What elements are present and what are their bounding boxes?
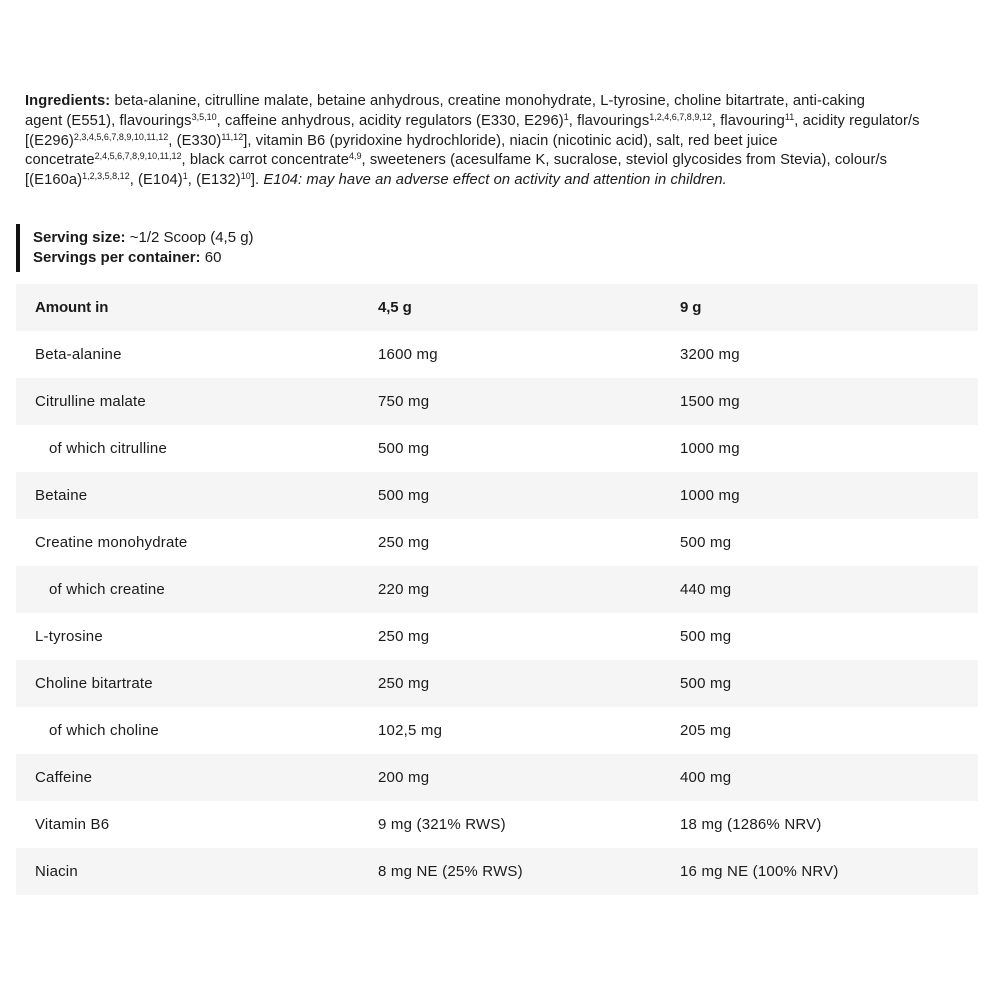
amount-per-double-serving: 16 mg NE (100% NRV)	[680, 863, 839, 880]
ingredients-segment-bold: Ingredients:	[25, 93, 111, 109]
serving-accent-bar	[16, 224, 20, 272]
ingredients-segment-n: , caffeine anhydrous, acidity regulators (E330, E296)	[216, 112, 564, 129]
ingredients-segment-sup: 1	[182, 171, 188, 182]
amount-per-serving: 250 mg	[378, 534, 430, 551]
ingredients-segment-n: , acidity regulator/s	[794, 112, 920, 129]
ingredients-segment-sup: 2,4,5,6,7,8,9,10,11,12	[94, 151, 182, 162]
ingredients-segment-sup: 10	[240, 171, 251, 182]
servings-per-container-label: Servings per container:	[33, 249, 201, 266]
header-amount-in: Amount in	[35, 299, 109, 316]
table-row	[16, 425, 978, 472]
amount-per-serving: 500 mg	[378, 440, 430, 457]
nutrient-name: Creatine monohydrate	[35, 534, 188, 551]
amount-per-double-serving: 18 mg (1286% NRV)	[680, 816, 822, 833]
serving-info	[33, 228, 254, 268]
ingredients-segment-sup: 11,12	[221, 131, 244, 142]
ingredients-segment-italic: E104: may have an adverse effect on activity and attention in children.	[263, 172, 727, 189]
table-row	[16, 660, 978, 707]
nutrient-name: Betaine	[35, 487, 88, 504]
amount-per-serving: 250 mg	[378, 628, 430, 645]
amount-per-double-serving: 500 mg	[680, 534, 732, 551]
amount-per-serving: 500 mg	[378, 487, 430, 504]
header-serving-amount: 4,5 g	[378, 299, 412, 316]
amount-per-double-serving: 1000 mg	[680, 487, 740, 504]
nutrient-name: Choline bitartrate	[35, 675, 153, 692]
table-row	[16, 566, 978, 613]
table-row	[16, 519, 978, 566]
table-row	[16, 801, 978, 848]
ingredients-segment-sup: 2,3,4,5,6,7,8,9,10,11,12	[73, 131, 169, 142]
header-double-amount: 9 g	[680, 299, 702, 316]
table-row	[16, 472, 978, 519]
ingredients-segment-n: beta-alanine, citrulline malate, betaine anhydrous, creatine monohydrate, L-tyrosine, choline bitartrate, anti-caking	[110, 93, 866, 109]
nutrient-name: of which creatine	[49, 581, 165, 598]
amount-per-double-serving: 440 mg	[680, 581, 732, 598]
serving-size-value: ~1/2 Scoop (4,5 g)	[125, 229, 254, 246]
ingredients-segment-n: , (E330)	[168, 132, 222, 149]
ingredients-segment-n: [(E296)	[25, 132, 74, 149]
ingredients-segment-n: , flavourings	[568, 112, 650, 129]
ingredients-segment-n: , flavouring	[711, 112, 785, 129]
amount-per-serving: 1600 mg	[378, 346, 438, 363]
nutrient-name: of which citrulline	[49, 440, 168, 457]
table-header-row	[16, 284, 978, 331]
ingredients-segment-n: , (E132)	[187, 172, 241, 189]
ingredients-segment-n: agent (E551), flavourings	[25, 112, 192, 129]
ingredients-segment-sup: 1,2,4,6,7,8,9,12	[649, 111, 712, 122]
table-row	[16, 331, 978, 378]
serving-size-line	[33, 228, 254, 248]
amount-per-serving: 750 mg	[378, 393, 430, 410]
table-row	[16, 848, 978, 895]
amount-per-double-serving: 500 mg	[680, 628, 732, 645]
nutrient-name: L-tyrosine	[35, 628, 103, 645]
amount-per-double-serving: 1500 mg	[680, 393, 740, 410]
nutrient-name: Vitamin B6	[35, 816, 110, 833]
ingredients-segment-n: ], vitamin B6 (pyridoxine hydrochloride), niacin (nicotinic acid), salt, red beet juice	[243, 132, 778, 149]
nutrient-name: Niacin	[35, 863, 78, 880]
table-row	[16, 754, 978, 801]
table-row	[16, 613, 978, 660]
ingredients-segment-n: ].	[250, 172, 264, 189]
amount-per-double-serving: 500 mg	[680, 675, 732, 692]
amount-per-serving: 102,5 mg	[378, 722, 443, 739]
ingredients-segment-n: , sweeteners (acesulfame K, sucralose, steviol glycosides from Stevia), colour/s	[361, 152, 888, 169]
ingredients-segment-n: concetrate	[25, 152, 95, 169]
ingredients-segment-n: , black carrot concentrate	[181, 152, 350, 169]
nutrient-name: Beta-alanine	[35, 346, 122, 363]
nutrient-name: Citrulline malate	[35, 393, 146, 410]
amount-per-serving: 250 mg	[378, 675, 430, 692]
servings-per-container-value: 60	[200, 249, 222, 266]
amount-per-double-serving: 205 mg	[680, 722, 732, 739]
nutrient-name: Caffeine	[35, 769, 93, 786]
table-row	[16, 707, 978, 754]
ingredients-segment-n: [(E160a)	[25, 172, 83, 189]
amount-per-serving: 8 mg NE (25% RWS)	[378, 863, 523, 880]
servings-per-container-line	[33, 248, 254, 268]
amount-per-serving: 200 mg	[378, 769, 430, 786]
ingredients-paragraph	[25, 92, 981, 191]
nutrition-table	[16, 284, 978, 895]
table-row	[16, 378, 978, 425]
ingredients-segment-n: , (E104)	[129, 172, 183, 189]
ingredients-segment-sup: 11	[784, 111, 795, 122]
serving-size-label: Serving size:	[33, 229, 126, 246]
ingredients-segment-sup: 1,2,3,5,8,12	[82, 171, 130, 182]
ingredients-segment-sup: 4,9	[349, 151, 362, 162]
nutrient-name: of which choline	[49, 722, 159, 739]
amount-per-serving: 220 mg	[378, 581, 430, 598]
amount-per-double-serving: 400 mg	[680, 769, 732, 786]
ingredients-segment-sup: 1	[563, 111, 569, 122]
amount-per-double-serving: 3200 mg	[680, 346, 740, 363]
amount-per-serving: 9 mg (321% RWS)	[378, 816, 506, 833]
ingredients-segment-sup: 3,5,10	[191, 111, 217, 122]
amount-per-double-serving: 1000 mg	[680, 440, 740, 457]
